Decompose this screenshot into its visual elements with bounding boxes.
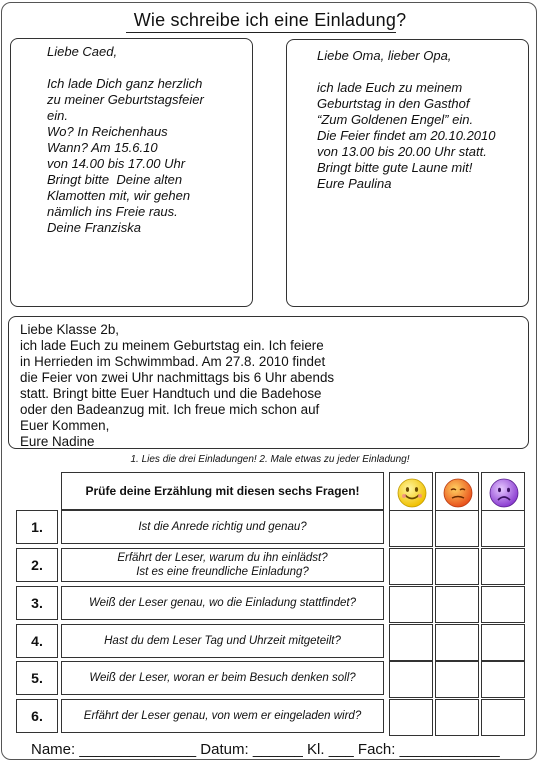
question-line: Hast du dem Leser Tag und Uhrzeit mitgeteilt? — [104, 635, 341, 647]
worksheet-title: Wie schreibe ich eine Einladung? — [133, 10, 407, 30]
rating-cell-happy[interactable] — [389, 510, 433, 547]
invitation-letter-paulina — [286, 39, 529, 307]
rating-cell-neutral[interactable] — [435, 548, 479, 585]
rating-cell-happy[interactable] — [389, 699, 433, 736]
happy-face-icon — [397, 478, 427, 508]
checklist-header: Prüfe deine Erzählung mit diesen sechs Fragen! — [61, 472, 384, 510]
rating-cell-happy[interactable] — [389, 548, 433, 585]
letter-line: in Herrieden im Schwimmbad. Am 27.8. 2010 findet — [20, 354, 326, 369]
rating-cell-neutral[interactable] — [435, 699, 479, 736]
worried-face-icon — [443, 478, 473, 508]
question-text — [61, 510, 384, 544]
question-number: 2. — [16, 548, 58, 582]
rating-cell-happy[interactable] — [389, 586, 433, 623]
rating-cell-happy[interactable] — [389, 624, 433, 661]
letter-line: Eure Nadine — [20, 434, 95, 449]
letter-line: Liebe Klasse 2b, — [20, 322, 120, 337]
letter-line: die Feier von zwei Uhr nachmittags bis 6 Uhr abends — [20, 370, 335, 385]
question-text — [61, 624, 384, 658]
sad-face-icon — [489, 478, 519, 508]
question-line: Erfährt der Leser genau, von wem er eingeladen wird? — [83, 710, 362, 722]
letter-line: Wann? Am 15.6.10 — [47, 140, 158, 155]
question-number: 3. — [16, 586, 58, 620]
letter-line: Bringt bitte Deine alten — [47, 172, 183, 187]
invitation-letter-franziska — [10, 38, 253, 307]
face-header-neutral — [435, 472, 479, 514]
rating-cell-sad[interactable] — [481, 699, 525, 736]
letter-line: von 14.00 bis 17.00 Uhr — [47, 156, 186, 171]
rating-cell-sad[interactable] — [481, 510, 525, 547]
letter-line: Deine Franziska — [47, 220, 141, 235]
rating-cell-sad[interactable] — [481, 661, 525, 698]
letter-line: nämlich ins Freie raus. — [47, 204, 178, 219]
instruction-text: 1. Lies die drei Einladungen! 2. Male etwas zu jeder Einladung! — [130, 454, 410, 465]
name-date-footer: Name: ______________ Datum: ______ Kl. ___ Fach: ____________ — [31, 741, 500, 758]
letter-line — [47, 60, 252, 76]
letter-line: Liebe Caed, — [47, 44, 118, 59]
letter-line: statt. Bringt bitte Euer Handtuch und die Badehose — [20, 386, 322, 401]
question-number: 5. — [16, 661, 58, 695]
face-header-sad — [481, 472, 525, 514]
question-number: 6. — [16, 699, 58, 733]
question-number: 4. — [16, 624, 58, 658]
letter-line: Eure Paulina — [317, 176, 392, 191]
face-header-happy — [389, 472, 433, 514]
invitation-letter-nadine — [8, 316, 529, 449]
letter-line: von 13.00 bis 20.00 Uhr statt. — [317, 144, 487, 159]
question-line: Weiß der Leser, woran er beim Besuch denken soll? — [89, 672, 356, 684]
question-line: Weiß der Leser genau, wo die Einladung stattfindet? — [88, 597, 356, 609]
question-line: Ist die Anrede richtig und genau? — [138, 521, 307, 533]
letter-line: “Zum Goldenen Engel” ein. — [317, 112, 474, 127]
letter-line: Klamotten mit, wir gehen — [47, 188, 191, 203]
letter-line: ich lade Euch zu meinem — [317, 80, 463, 95]
rating-cell-neutral[interactable] — [435, 510, 479, 547]
question-text — [61, 699, 384, 733]
letter-line: ich lade Euch zu meinem Geburtstag ein. Ich feiere — [20, 338, 324, 353]
question-number: 1. — [16, 510, 58, 544]
rating-cell-neutral[interactable] — [435, 661, 479, 698]
question-text — [61, 586, 384, 620]
rating-cell-neutral[interactable] — [435, 586, 479, 623]
title-underline — [126, 32, 396, 33]
letter-line — [317, 64, 528, 80]
question-text — [61, 661, 384, 695]
letter-line: Euer Kommen, — [20, 418, 110, 433]
rating-cell-sad[interactable] — [481, 624, 525, 661]
letter-line: ein. — [47, 108, 68, 123]
letter-line: Die Feier findet am 20.10.2010 — [317, 128, 496, 143]
letter-line: Bringt bitte gute Laune mit! — [317, 160, 473, 175]
letter-line: Liebe Oma, lieber Opa, — [317, 48, 452, 63]
question-line: Ist es eine freundliche Einladung? — [136, 566, 309, 578]
rating-cell-sad[interactable] — [481, 586, 525, 623]
letter-line: zu meiner Geburtstagsfeier — [47, 92, 204, 107]
letter-line: oder den Badeanzug mit. Ich freue mich schon auf — [20, 402, 320, 417]
letter-line: Ich lade Dich ganz herzlich — [47, 76, 203, 91]
question-line: Erfährt der Leser, warum du ihn einlädst? — [117, 552, 328, 564]
question-text — [61, 548, 384, 582]
rating-cell-sad[interactable] — [481, 548, 525, 585]
letter-line: Geburtstag in den Gasthof — [317, 96, 470, 111]
letter-line: Wo? In Reichenhaus — [47, 124, 168, 139]
rating-cell-neutral[interactable] — [435, 624, 479, 661]
rating-cell-happy[interactable] — [389, 661, 433, 698]
